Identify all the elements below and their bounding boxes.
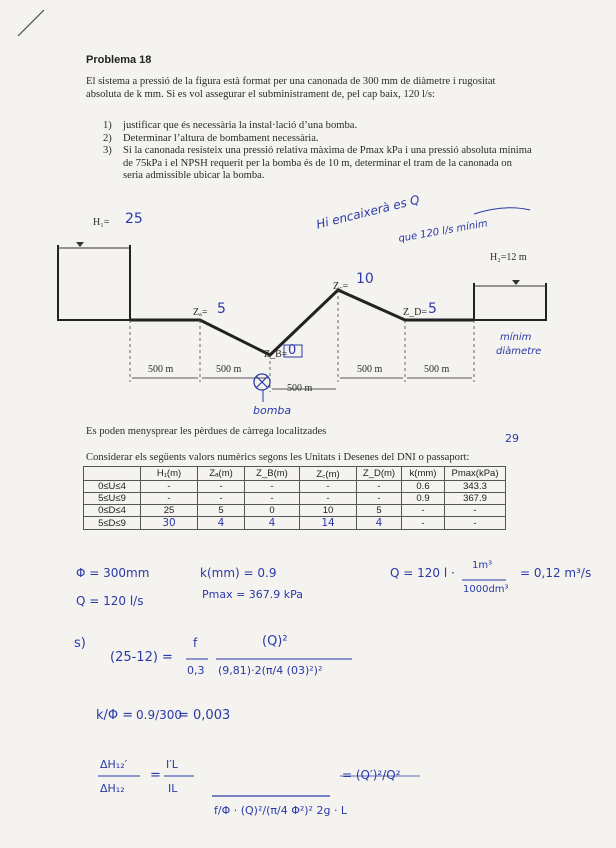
hw-note-diameter: diàmetre [496, 346, 542, 357]
segment-length: 500 m [357, 364, 383, 375]
segment-length: 500 m [216, 364, 242, 375]
hw-eq-sign: = [150, 768, 161, 783]
table-row: 0≤U≤4 - - - - - 0.6 343.3 [84, 481, 506, 493]
hw-phi: Φ = 300mm [76, 566, 150, 580]
problem-title: Problema 18 [86, 54, 152, 66]
intro-paragraph: El sistema a pressió de la figura està format per una canonada de 300 mm de diàmetre i rugositat absoluta de k mm. Si es vol assegurar el subministrament de, pel cap baix, 120 l/s: [86, 76, 496, 100]
hw-rr-left: k/Φ = [96, 708, 134, 723]
segment-length: 500 m [148, 364, 174, 375]
zc-value-hw: 10 [356, 271, 374, 287]
segment-length: 500 m [287, 383, 313, 394]
table-header: Z꜀(m) [300, 467, 357, 481]
hw-pmax: Pmax = 367.9 kPa [202, 588, 304, 601]
table-header: k(mm) [402, 467, 445, 481]
table-header: Z_B(m) [245, 467, 300, 481]
question-item: 1) justificar que és necessària la instal·lació d’una bomba. [103, 120, 358, 131]
hw-q-frac-den: 1000dm³ [463, 584, 509, 595]
hw-eq1-q: (Q)² [262, 634, 288, 649]
zb-label: Z_B= [264, 349, 288, 360]
hw-frac-bottom: f/Φ · (Q)²/(π/4 Φ²)² 2g · L [214, 804, 348, 817]
hw-bomba: bomba [253, 404, 292, 417]
hw-note-q2: que 120 l/s mínim [397, 218, 489, 245]
hw-k: k(mm) = 0.9 [200, 566, 277, 580]
table-intro: Considerar els següents valors numèrics segons les Unitats i Desenes del DNI o passaport: [86, 452, 470, 463]
hw-note-q: Hi encaixerà es Q [314, 192, 422, 232]
zd-value-hw: 5 [428, 301, 437, 317]
hw-q-result: = 0,12 m³/s [520, 566, 592, 580]
za-value-hw: 5 [217, 301, 226, 317]
hw-eq1-left: (25-12) = [110, 650, 173, 665]
hw-eq1-03: 0,3 [187, 664, 205, 677]
table-row: 5≤D≤9 30 4 4 14 4 - - [84, 517, 506, 530]
hw-eq1-den: (9,81)·2(π/4 (03)²)² [218, 664, 323, 677]
table-row: 5≤U≤9 - - - - - 0.9 367.9 [84, 493, 506, 505]
h1-label: H₁= [93, 217, 110, 228]
hw-dh-den: ΔH₁₂ [100, 782, 125, 795]
zd-label: Z_D= [403, 307, 427, 318]
hw-il-den: IL [168, 782, 178, 795]
hw-q2: Q = 120 l/s [76, 594, 144, 608]
table-row: 0≤D≤4 25 5 0 10 5 - - [84, 505, 506, 517]
hw-eq1-f: f [193, 636, 198, 650]
hw-q-frac-num: 1m³ [472, 560, 493, 571]
h2-label: H₂=12 m [490, 252, 527, 263]
hw-il-num: I′L [166, 758, 178, 771]
zb-value-hw: 0 [288, 343, 297, 358]
h1-value-hw: 25 [125, 211, 143, 227]
table-header: Z_D(m) [357, 467, 402, 481]
losses-note: Es poden menysprear les pèrdues de càrrega localitzades [86, 426, 327, 437]
question-item: 3) Si la canonada resisteix una pressió relativa màxima de Pmax kPa i una pressió absoluta mínima de 75kPa i el NPSH requerit per la bomba és de 10 m, determinar el tram de la canonada on seria admissible ubicar la bomba. [103, 145, 532, 181]
hw-dh-num: ΔH₁₂′ [100, 758, 128, 771]
hw-ratio: = (Q′)²/Q² [342, 768, 401, 782]
zc-label: Z꜀= [333, 281, 349, 292]
segment-length: 500 m [424, 364, 450, 375]
hw-rr-result: = 0,003 [178, 708, 231, 723]
hw-q1: Q = 120 l · [390, 566, 455, 580]
table-header: H₁(m) [141, 467, 198, 481]
table-header: Zₐ(m) [198, 467, 245, 481]
hw-rr-mid: 0.9/300 [136, 708, 183, 722]
hw-section-label: s) [74, 636, 86, 651]
hw-page-number: 29 [505, 432, 519, 445]
question-item: 2) Determinar l’altura de bombament necessària. [103, 132, 319, 144]
table-header: Pmax(kPa) [445, 467, 506, 481]
hw-note-min: mínim [500, 332, 532, 343]
za-label: Zₐ= [193, 307, 208, 318]
